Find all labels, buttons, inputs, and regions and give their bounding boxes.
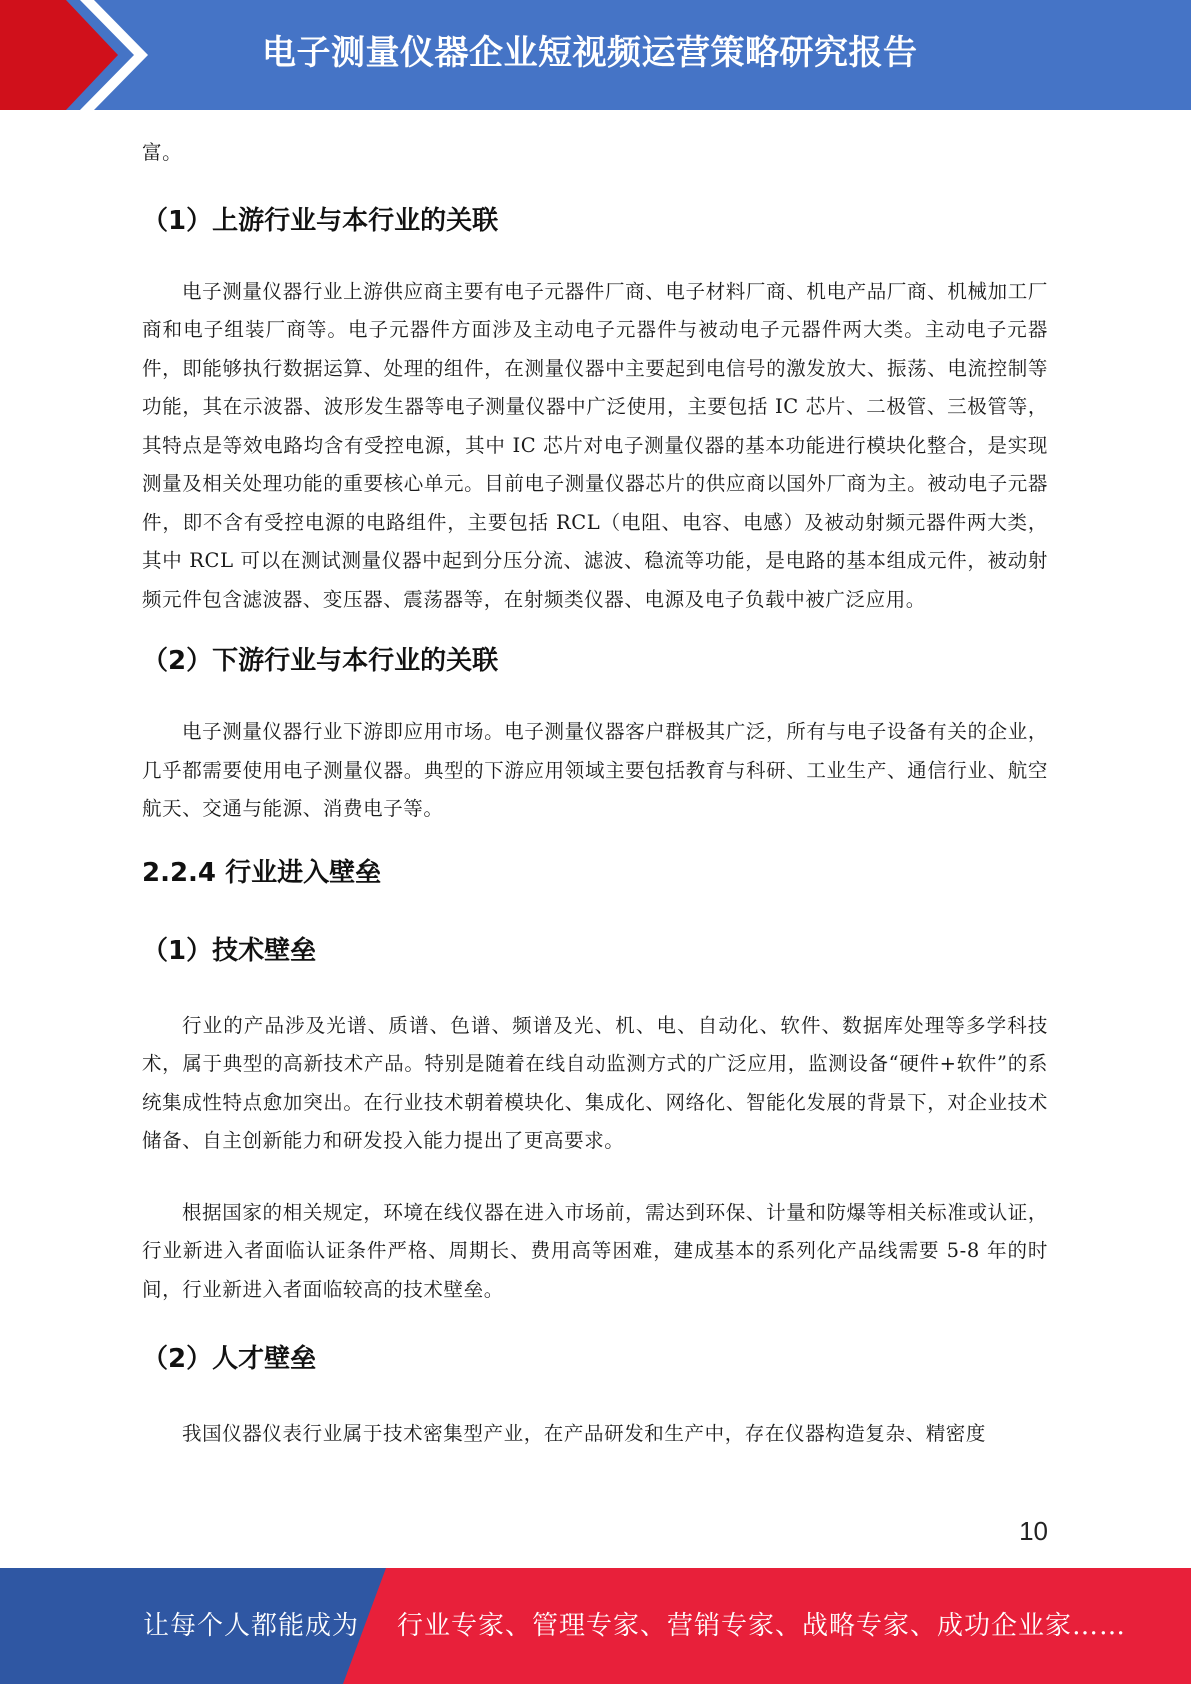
carryover-text: 富。 (142, 141, 183, 164)
heading-downstream: （2）下游行业与本行业的关联 (142, 646, 499, 676)
heading-talent-barrier: （2）人才壁垒 (142, 1344, 317, 1374)
section-heading-2-2-4: 2.2.4 行业进入壁垒 (142, 857, 382, 888)
page-number: 10 (1019, 1516, 1048, 1546)
paragraph-tech-barrier-2: 根据国家的相关规定，环境在线仪器在进入市场前，需达到环保、计量和防爆等相关标准或认证，行业新进入者面临认证条件严格、周期长、费用高等困难，建成基本的系列化产品线需要 5-8 年的时间，行业新进入者面临较高的技术壁垒。 (142, 1200, 1048, 1301)
paragraph-tech-barrier-1: 行业的产品涉及光谱、质谱、色谱、频谱及光、机、电、自动化、软件、数据库处理等多学科技术，属于典型的高新技术产品。特别是随着在线自动监测方式的广泛应用，监测设备“硬件+软件”的系统集成性特点愈加突出。在行业技术朝着模块化、集成化、网络化、智能化发展的背景下，对企业技术储备、自主创新能力和研发投入能力提出了更高要求。 (142, 1013, 1048, 1152)
paragraph-talent-barrier: 我国仪器仪表行业属于技术密集型产业，在产品研发和生产中，存在仪器构造复杂、精密度 (182, 1422, 987, 1445)
footer-slogan-left: 让每个人都能成为 (143, 1611, 360, 1641)
heading-upstream: （1）上游行业与本行业的关联 (142, 205, 499, 236)
paragraph-downstream: 电子测量仪器行业下游即应用市场。电子测量仪器客户群极其广泛，所有与电子设备有关的企业，几乎都需要使用电子测量仪器。典型的下游应用领域主要包括教育与科研、工业生产、通信行业、航空航天、交通与能源、消费电子等。 (142, 720, 1048, 820)
footer-slogan-right: 行业专家、管理专家、营销专家、战略专家、成功企业家…… (397, 1611, 1127, 1641)
header-chevron-icon (0, 0, 160, 110)
page-footer (0, 1568, 1191, 1684)
report-title: 电子测量仪器企业短视频运营策略研究报告 (262, 33, 918, 73)
paragraph-upstream: 电子测量仪器行业上游供应商主要有电子元器件厂商、电子材料厂商、机电产品厂商、机械加工厂商和电子组装厂商等。电子元器件方面涉及主动电子元器件与被动电子元器件两大类。主动电子元器件，即能够执行数据运算、处理的组件，在测量仪器中主要起到电信号的激发放大、振荡、电流控制等功能，其在示波器、波形发生器等电子测量仪器中广泛使用，主要包括 IC 芯片、二极管、三极管等，其特点是等效电路均含有受控电源，其中 IC 芯片对电子测量仪器的基本功能进行模块化整合，是实现测量及相关处理功能的重要核心单元。目前电子测量仪器芯片的供应商以国外厂商为主。被动电子元器件，即不含有受控电源的电路组件，主要包括 RCL（电阻、电容、电感）及被动射频元器件两大类，其中 RCL 可以在测试测量仪器中起到分压分流、滤波、稳流等功能，是电路的基本组成元件，被动射频元件包含滤波器、变压器、震荡器等，在射频类仪器、电源及电子负载中被广泛应用。 (142, 279, 1048, 611)
page-header (0, 0, 1191, 110)
page-body (142, 128, 1048, 1454)
heading-tech-barrier: （1）技术壁垒 (142, 935, 317, 966)
